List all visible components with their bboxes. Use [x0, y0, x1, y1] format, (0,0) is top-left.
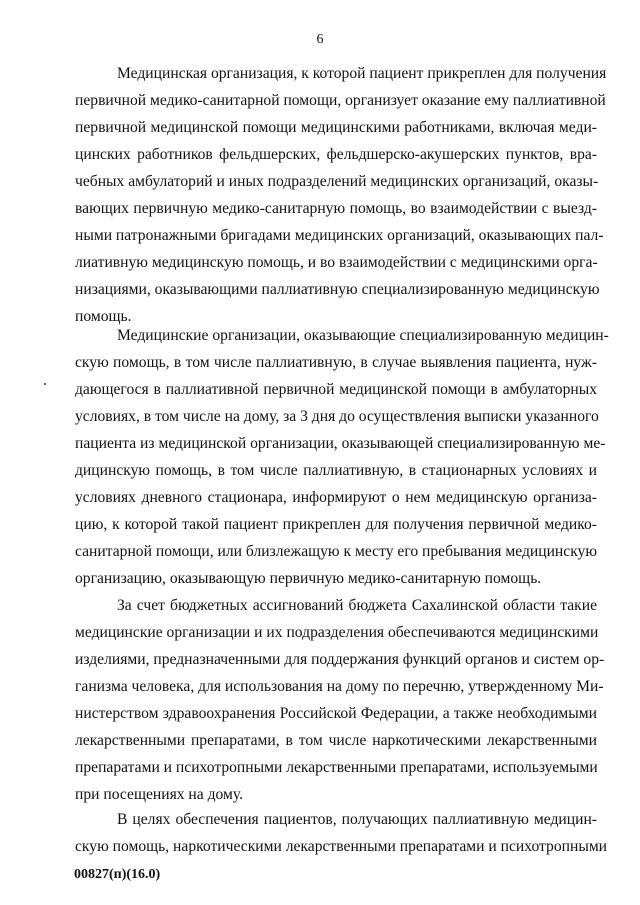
text-line: лекарственными препаратами, в том числе наркотическими лекарственными	[75, 732, 597, 749]
text-line: вающих первичную медико-санитарную помощь, во взаимодействии с выезд-	[75, 200, 597, 217]
scan-speck	[44, 383, 46, 385]
text-line: при посещениях на дому.	[75, 786, 244, 803]
text-line: медицинские организации и их подразделения обеспечиваются медицинскими	[75, 624, 599, 641]
text-line: организацию, оказывающую первичную медико-санитарную помощь.	[75, 570, 542, 587]
page-number: 6	[316, 32, 324, 47]
text-line: ганизма человека, для использования на дому по перечню, утвержденному Ми-	[75, 678, 604, 695]
document-code: 00827(п)(16.0)	[74, 867, 161, 882]
text-line: Медицинская организация, к которой пациент прикреплен для получения	[117, 65, 607, 82]
text-line: условиях дневного стационара, информируют о нем медицинскую организа-	[75, 489, 597, 506]
text-line: дающегося в паллиативной первичной медицинской помощи в амбулаторных	[75, 381, 597, 398]
text-line: дицинскую помощь, в том числе паллиативную, в стационарных условиях и	[75, 462, 597, 479]
text-line: За счет бюджетных ассигнований бюджета Сахалинской области такие	[117, 597, 597, 614]
text-line: цию, к которой такой пациент прикреплен для получения первичной медико-	[75, 516, 597, 533]
text-line: ными патронажными бригадами медицинских организаций, оказывающих пал-	[75, 227, 604, 244]
text-line: В целях обеспечения пациентов, получающих паллиативную медицин-	[117, 811, 597, 828]
text-line: первичной медицинской помощи медицинскими работниками, включая меди-	[75, 119, 597, 136]
text-line: цинских работников фельдшерских, фельдшерско-акушерских пунктов, вра-	[75, 146, 597, 163]
text-line: лиативную медицинскую помощь, и во взаимодействии с медицинскими орга-	[75, 254, 598, 271]
text-line: препаратами и психотропными лекарственными препаратами, используемыми	[75, 759, 598, 776]
text-line: условиях, в том числе на дому, за 3 дня до осуществления выписки указанного	[75, 408, 599, 425]
text-line: первичной медико-санитарной помощи, организует оказание ему паллиативной	[75, 92, 606, 109]
text-line: низациями, оказывающими паллиативную специализированную медицинскую	[75, 281, 600, 298]
text-line: помощь.	[75, 308, 132, 325]
text-line: скую помощь, наркотическими лекарственными препаратами и психотропными	[75, 838, 608, 855]
text-line: изделиями, предназначенными для поддержания функций органов и систем ор-	[75, 651, 605, 668]
text-line: скую помощь, в том числе паллиативную, в случае выявления пациента, нуж-	[75, 354, 597, 371]
text-line: чебных амбулаторий и иных подразделений медицинских организаций, оказы-	[75, 173, 599, 190]
text-line: Медицинские организации, оказывающие специализированную медицин-	[117, 327, 609, 344]
text-line: пациента из медицинской организации, оказывающей специализированную ме-	[75, 435, 606, 452]
text-line: нистерством здравоохранения Российской Федерации, а также необходимыми	[75, 705, 597, 722]
text-line: санитарной помощи, или близлежащую к месту его пребывания медицинскую	[75, 543, 597, 560]
